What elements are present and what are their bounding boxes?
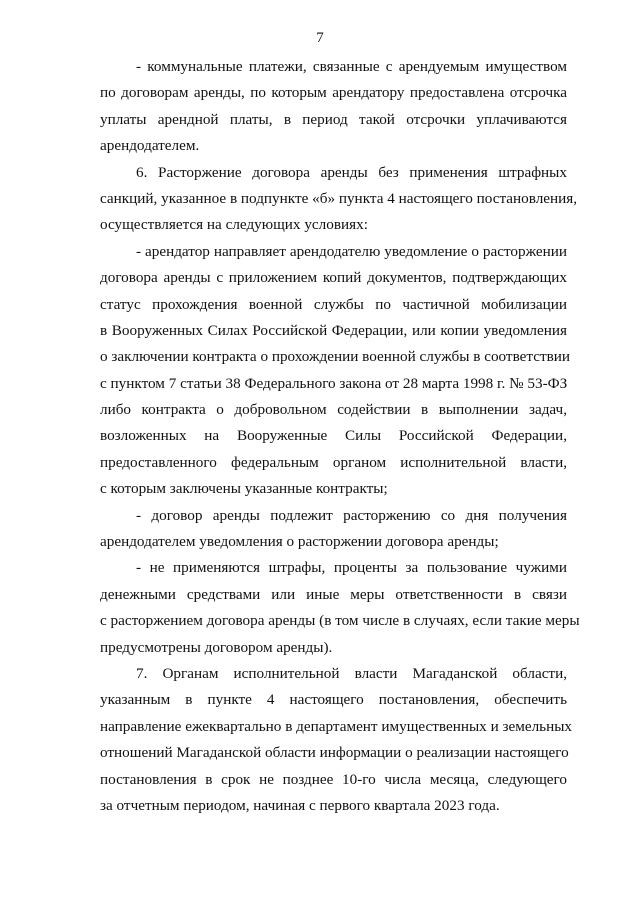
text-line: постановления в срок не позднее 10-го числа месяца, следующего xyxy=(100,770,567,788)
text-line: - договор аренды подлежит расторжению со дня получения xyxy=(136,506,567,524)
document-body xyxy=(100,54,580,819)
text-line: с расторжением договора аренды (в том числе в случаях, если такие меры xyxy=(100,612,580,630)
text-line: за отчетным периодом, начиная с первого квартала 2023 года. xyxy=(100,796,500,814)
text-line: по договорам аренды, по которым арендатору предоставлена отсрочка xyxy=(100,84,567,102)
text-line: арендодателем уведомления о расторжении договора аренды; xyxy=(100,533,499,551)
text-line: - коммунальные платежи, связанные с арендуемым имуществом xyxy=(136,58,567,75)
text-line: с которым заключены указанные контракты; xyxy=(100,480,388,498)
text-line: предусмотрены договором аренды). xyxy=(100,638,333,656)
paragraph-termination xyxy=(100,503,567,556)
text-line: в Вооруженных Силах Российской Федерации, или копии уведомления xyxy=(100,321,567,339)
paragraph-notification xyxy=(100,239,571,503)
text-line: санкций, указанное в подпункте «б» пункта 4 настоящего постановления, xyxy=(100,189,578,207)
paragraph-utilities xyxy=(100,54,567,160)
text-line: уплаты арендной платы, в период такой отсрочки уплачиваются xyxy=(100,110,567,128)
page-number: 7 xyxy=(316,30,324,46)
text-line: предоставленного федеральным органом исполнительной власти, xyxy=(100,453,567,471)
text-line: - арендатор направляет арендодателю уведомление о расторжении xyxy=(136,242,567,260)
text-line: осуществляется на следующих условиях: xyxy=(100,216,368,234)
text-line: статус прохождения военной службы по частичной мобилизации xyxy=(100,295,567,313)
text-line: направление ежеквартально в департамент имущественных и земельных xyxy=(100,717,573,735)
text-line: о заключении контракта о прохождении военной службы в соответствии xyxy=(100,348,571,366)
text-line: 6. Расторжение договора аренды без применения штрафных xyxy=(136,163,567,181)
text-line: договора аренды с приложением копий документов, подтверждающих xyxy=(100,269,567,287)
text-line: - не применяются штрафы, проценты за пользование чужими xyxy=(136,559,567,577)
paragraph-item-6 xyxy=(100,160,578,239)
text-line: денежными средствами или иные меры ответственности в связи xyxy=(100,585,567,603)
paragraph-no-penalties xyxy=(100,555,580,661)
text-line: указанным в пункте 4 настоящего постановления, обеспечить xyxy=(100,691,567,709)
text-line: 7. Органам исполнительной власти Магаданской области, xyxy=(136,664,567,682)
text-line: возложенных на Вооруженные Силы Российской Федерации, xyxy=(100,427,567,445)
text-line: с пунктом 7 статьи 38 Федерального закона от 28 марта 1998 г. № 53-ФЗ xyxy=(100,374,568,392)
text-line: либо контракта о добровольном содействии в выполнении задач, xyxy=(100,401,567,419)
paragraph-item-7 xyxy=(100,661,573,819)
text-line: отношений Магаданской области информации о реализации настоящего xyxy=(100,744,569,762)
text-line: арендодателем. xyxy=(100,137,200,155)
